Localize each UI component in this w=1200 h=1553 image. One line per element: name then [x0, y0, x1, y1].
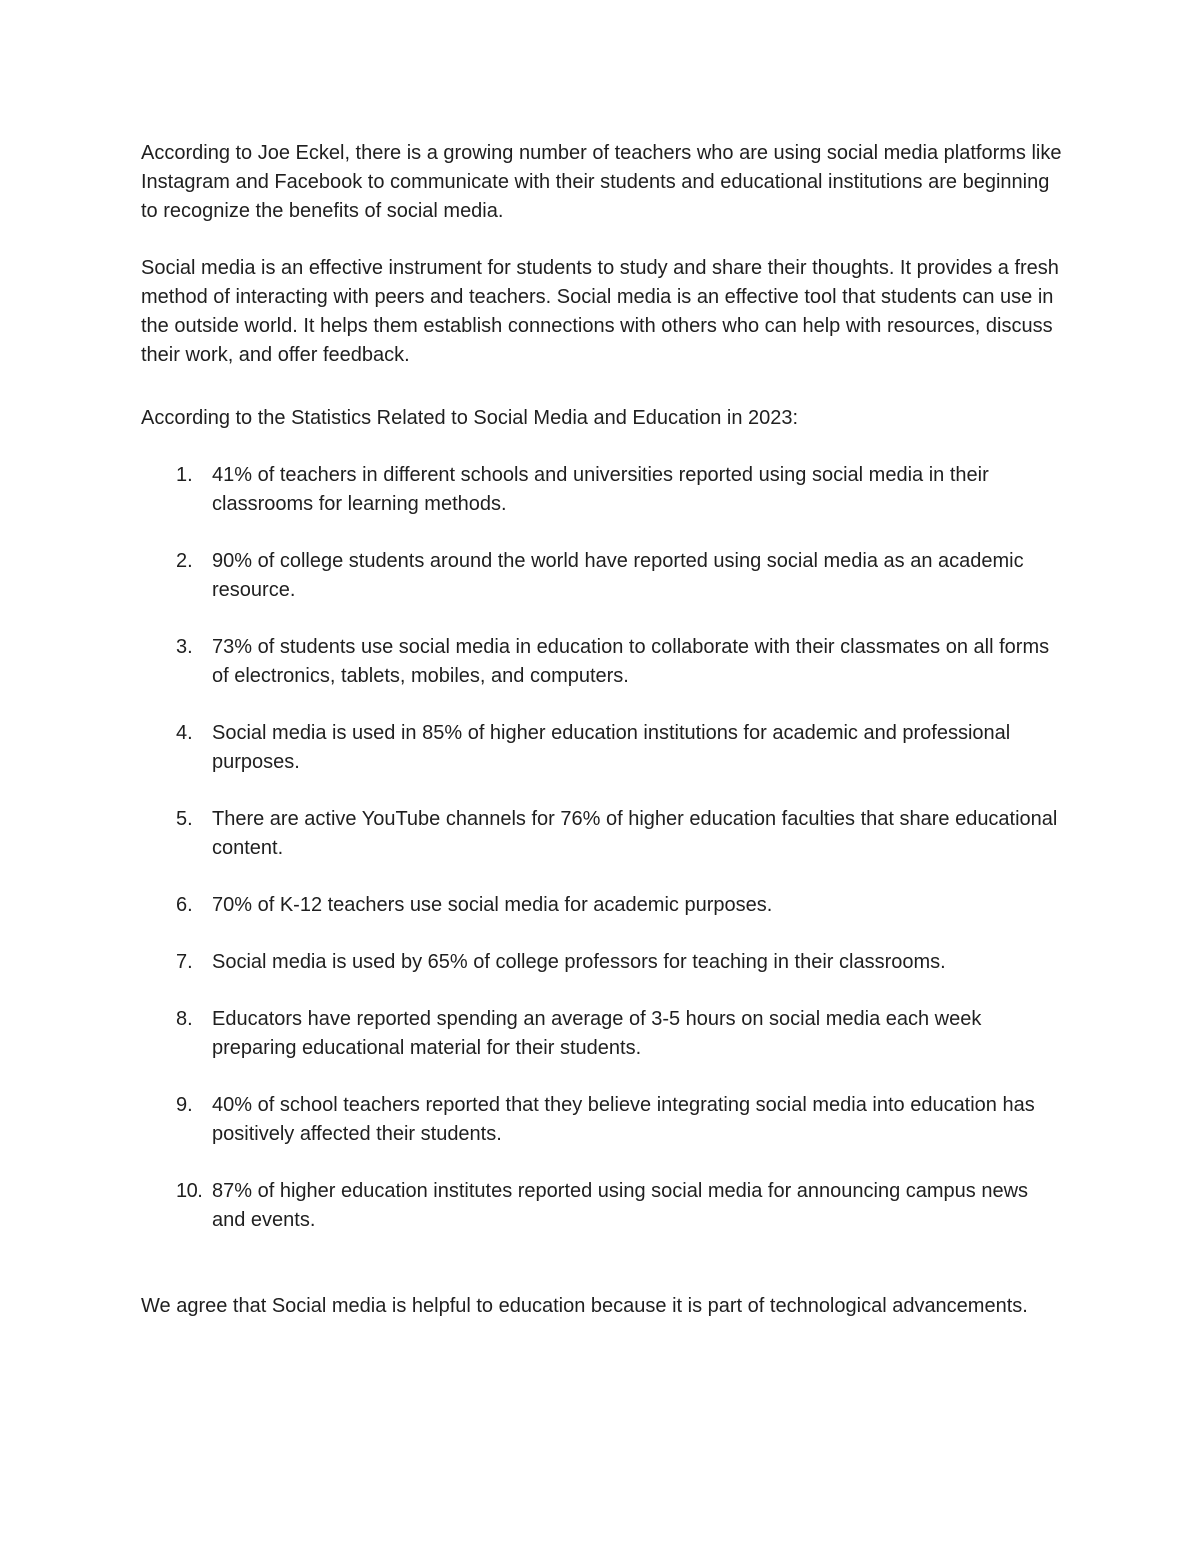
list-item [141, 719, 1066, 777]
list-item-text: Educators have reported spending an average of 3-5 hours on social media each week preparing educational material for their students. [212, 1008, 982, 1059]
list-item [141, 633, 1066, 691]
list-item-number: 5. [176, 808, 193, 830]
list-item-number: 10. [176, 1180, 203, 1202]
list-item [141, 461, 1066, 519]
conclusion-paragraph: We agree that Social media is helpful to education because it is part of technological advancements. [141, 1295, 1028, 1317]
list-item-text: Social media is used in 85% of higher education institutions for academic and professional purposes. [212, 722, 1011, 773]
list-item-text: 87% of higher education institutes reported using social media for announcing campus news and events. [212, 1180, 1029, 1231]
list-item-text: 41% of teachers in different schools and universities reported using social media in their classrooms for learning methods. [212, 464, 989, 515]
list-item-number: 9. [176, 1094, 193, 1116]
list-item-number: 8. [176, 1008, 193, 1030]
list-item-number: 1. [176, 464, 193, 486]
intro-paragraph: According to Joe Eckel, there is a growing number of teachers who are using social media platforms like Instagram and Facebook to communicate with their students and educational institutions are beginning to recognize the benefits of social media. [141, 142, 1062, 222]
list-item-text: 73% of students use social media in education to collaborate with their classmates on all forms of electronics, tablets, mobiles, and computers. [212, 636, 1050, 687]
list-item-text: There are active YouTube channels for 76% of higher education faculties that share educational content. [212, 808, 1058, 859]
list-item-text: 70% of K-12 teachers use social media for academic purposes. [212, 894, 773, 916]
list-item [141, 891, 1066, 920]
statistics-list [141, 461, 1066, 1235]
list-item-text: 90% of college students around the world have reported using social media as an academic resource. [212, 550, 1024, 601]
list-item [141, 948, 1066, 977]
list-item-number: 3. [176, 636, 193, 658]
list-item [141, 1177, 1066, 1235]
list-item-number: 6. [176, 894, 193, 916]
list-item [141, 547, 1066, 605]
stats-intro-paragraph: According to the Statistics Related to Social Media and Education in 2023: [141, 407, 799, 429]
list-item [141, 1005, 1066, 1063]
list-item-number: 4. [176, 722, 193, 744]
list-item [141, 1091, 1066, 1149]
list-item-number: 2. [176, 550, 193, 572]
benefits-paragraph: Social media is an effective instrument for students to study and share their thoughts. It provides a fresh method of interacting with peers and teachers. Social media is an effective tool that students can use in the outside world. It helps them establish connections with others who can help with resources, discuss their work, and offer feedback. [141, 257, 1059, 366]
list-item-text: Social media is used by 65% of college professors for teaching in their classrooms. [212, 951, 946, 973]
list-item [141, 805, 1066, 863]
list-item-text: 40% of school teachers reported that they believe integrating social media into education has positively affected their students. [212, 1094, 1035, 1145]
list-item-number: 7. [176, 951, 193, 973]
document-body [141, 139, 1066, 1321]
